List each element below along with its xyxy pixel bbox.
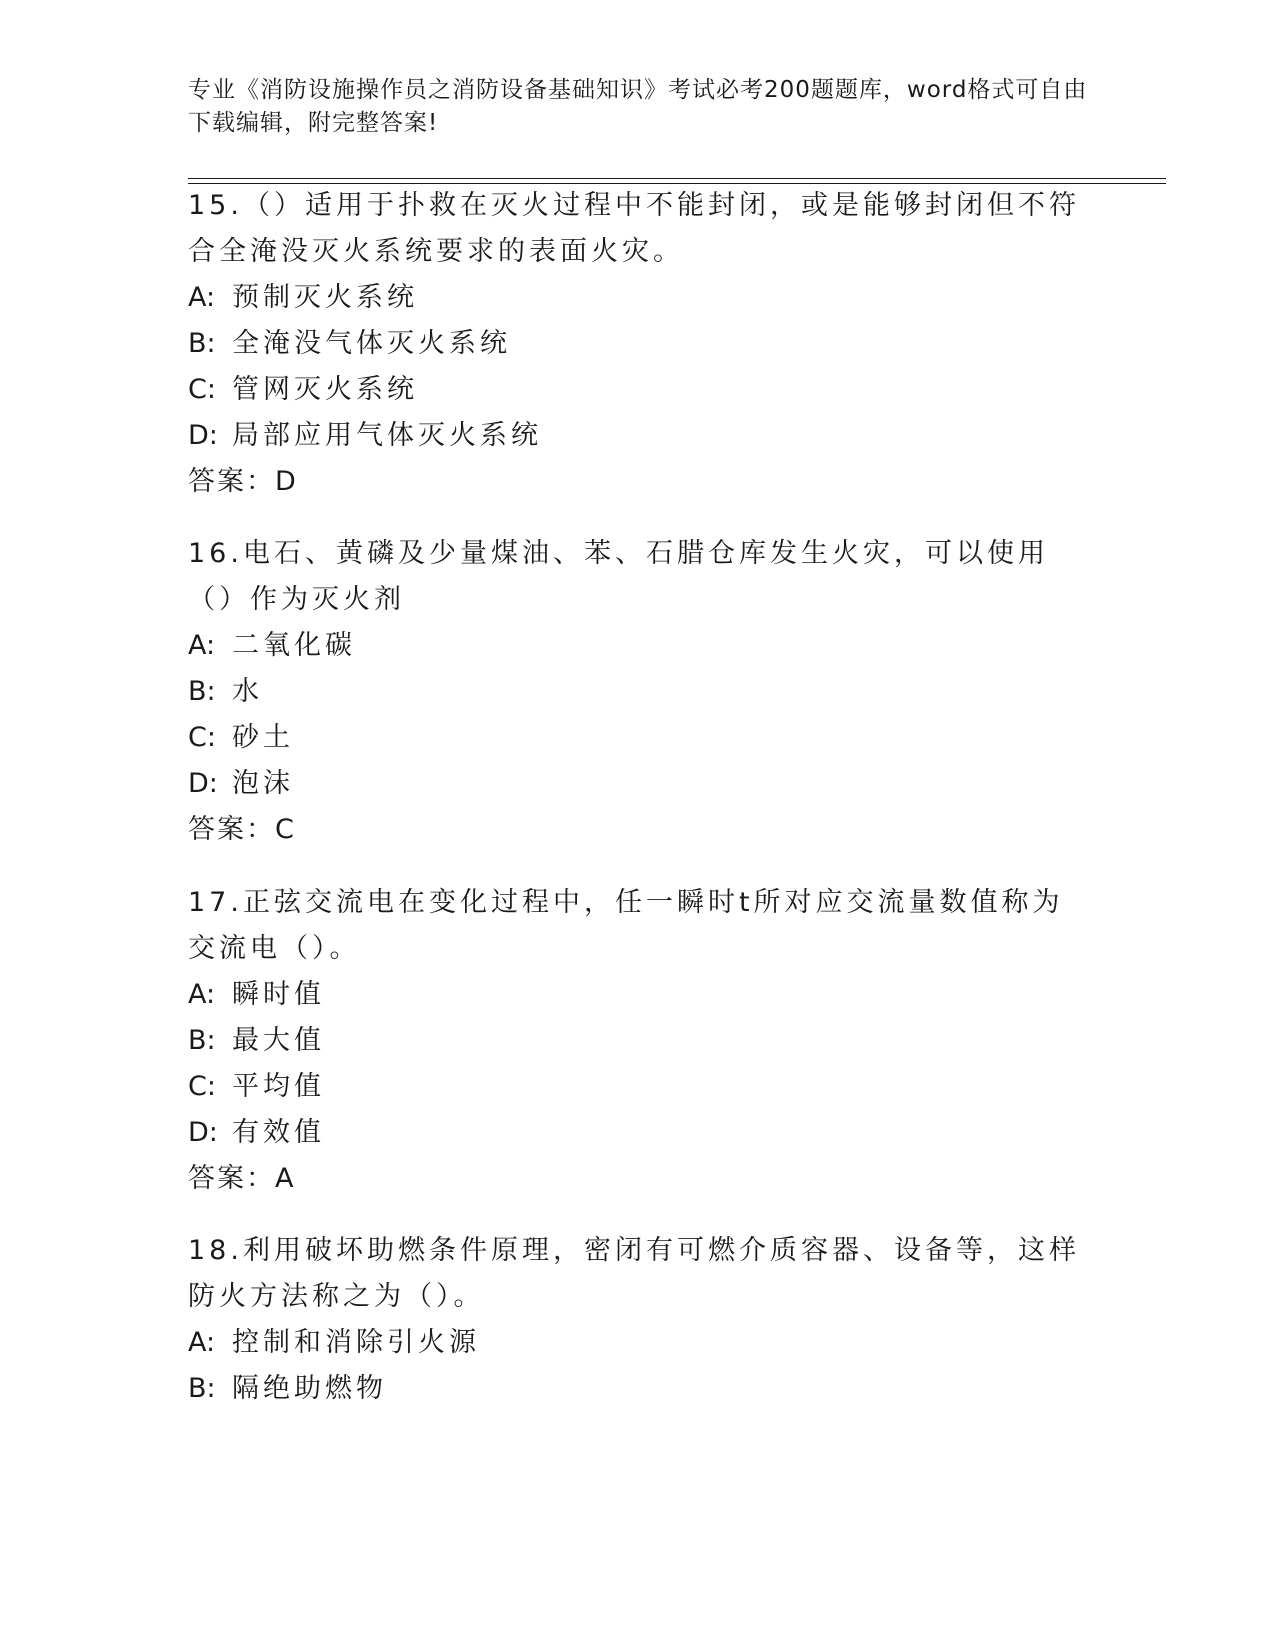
- question-stem: 16.电石、黄磷及少量煤油、苯、石腊仓库发生火灾，可以使用（）作为灭火剂: [188, 538, 1049, 615]
- option-c: [188, 1064, 1088, 1110]
- option-key: D:: [188, 1117, 218, 1148]
- option-key: D:: [188, 768, 218, 799]
- option-key: A:: [188, 630, 216, 661]
- answer-text: 答案：C: [188, 814, 296, 845]
- option-a: [188, 275, 1088, 321]
- question-18: [188, 1228, 1088, 1412]
- option-text: 平均值: [232, 1071, 325, 1102]
- option-a: [188, 623, 1088, 669]
- question-15: [188, 183, 1088, 505]
- question-stem: 15.（）适用于扑救在灭火过程中不能封闭，或是能够封闭但不符合全淹没灭火系统要求的表面火灾。: [188, 190, 1080, 267]
- option-key: D:: [188, 420, 218, 451]
- option-text: 水: [232, 676, 263, 707]
- option-d: [188, 413, 1088, 459]
- option-c: [188, 367, 1088, 413]
- option-b: [188, 669, 1088, 715]
- question-17: [188, 880, 1088, 1202]
- option-text: 局部应用气体灭火系统: [232, 420, 542, 451]
- option-key: B:: [188, 328, 216, 359]
- option-d: [188, 761, 1088, 807]
- option-d: [188, 1110, 1088, 1156]
- option-text: 预制灭火系统: [232, 282, 418, 313]
- option-text: 全淹没气体灭火系统: [232, 328, 511, 359]
- option-text: 控制和消除引火源: [232, 1327, 480, 1358]
- option-key: C:: [188, 722, 216, 753]
- option-key: B:: [188, 676, 216, 707]
- question-16: [188, 531, 1088, 853]
- option-text: 二氧化碳: [232, 630, 356, 661]
- answer-text: 答案：D: [188, 466, 298, 497]
- option-c: [188, 715, 1088, 761]
- option-a: [188, 1320, 1088, 1366]
- option-key: C:: [188, 374, 216, 405]
- option-text: 隔绝助燃物: [232, 1373, 387, 1404]
- option-b: [188, 1366, 1088, 1412]
- option-text: 泡沫: [232, 768, 294, 799]
- option-key: C:: [188, 1071, 216, 1102]
- option-key: B:: [188, 1025, 216, 1056]
- question-stem: 18.利用破坏助燃条件原理，密闭有可燃介质容器、设备等，这样防火方法称之为（）。: [188, 1235, 1080, 1312]
- header-divider-top: [188, 178, 1166, 179]
- question-stem: 17.正弦交流电在变化过程中，任一瞬时t所对应交流量数值称为交流电（）。: [188, 887, 1064, 964]
- answer-text: 答案：A: [188, 1163, 296, 1194]
- option-key: B:: [188, 1373, 216, 1404]
- option-b: [188, 321, 1088, 367]
- option-key: A:: [188, 979, 216, 1010]
- option-text: 最大值: [232, 1025, 325, 1056]
- document-header: 专业《消防设施操作员之消防设备基础知识》考试必考200题题库，word格式可自由下载编辑，附完整答案!: [188, 77, 1088, 136]
- option-text: 有效值: [232, 1117, 325, 1148]
- option-a: [188, 972, 1088, 1018]
- option-b: [188, 1018, 1088, 1064]
- option-key: A:: [188, 1327, 216, 1358]
- option-key: A:: [188, 282, 216, 313]
- option-text: 瞬时值: [232, 979, 325, 1010]
- option-text: 砂土: [232, 722, 294, 753]
- option-text: 管网灭火系统: [232, 374, 418, 405]
